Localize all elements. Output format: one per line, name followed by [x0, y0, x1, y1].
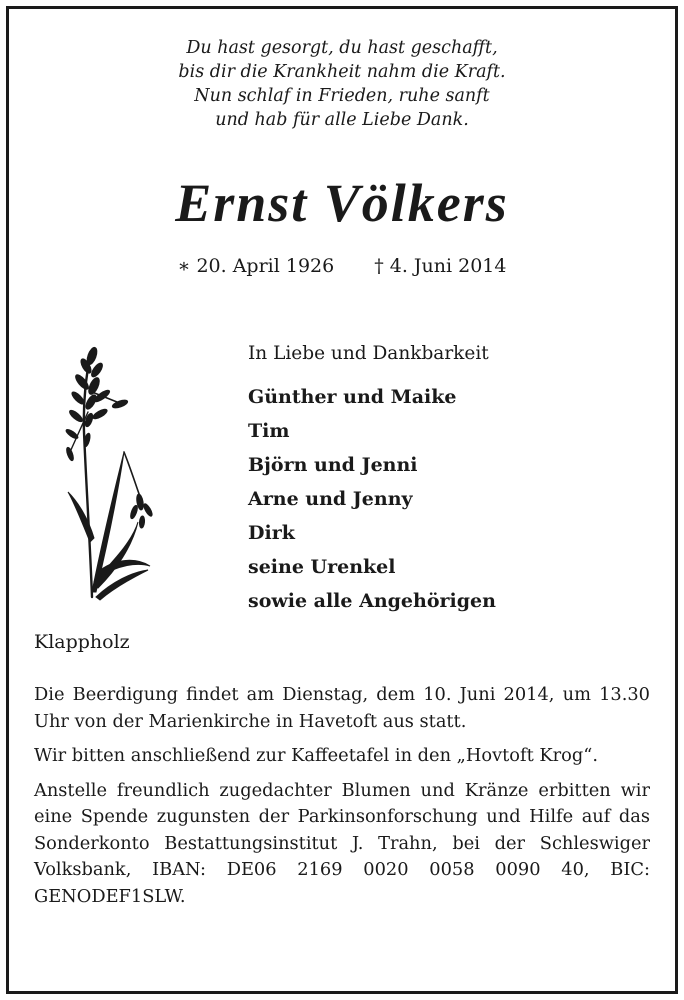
- poem: [0, 36, 684, 132]
- poem-line: und hab für alle Liebe Dank.: [215, 110, 469, 130]
- mourners-list: [248, 380, 496, 618]
- mourner-name: Björn und Jenni: [248, 454, 418, 476]
- birth-symbol: ∗: [177, 255, 191, 277]
- place-name: Klappholz: [34, 631, 130, 653]
- mourner-name: Tim: [248, 420, 290, 442]
- death-symbol: †: [374, 255, 384, 277]
- mourner-name: Dirk: [248, 522, 295, 544]
- poem-line: Du hast gesorgt, du hast geschafft,: [186, 38, 498, 58]
- funeral-notice: [34, 682, 650, 918]
- death-date: 4. Juni 2014: [389, 255, 507, 277]
- mourner-name: Arne und Jenny: [248, 488, 413, 510]
- poem-line: bis dir die Krankheit nahm die Kraft.: [178, 62, 506, 82]
- donation-request: Anstelle freundlich zugedachter Blumen und Kränze erbitten wir eine Spende zugunsten der Parkinsonforschung und Hilfe auf das Sonderkonto Bestattungsinstitut J. Trahn, bei der Schleswiger Volksbank, IBAN: DE06 2169 0020 0058 0090 40, BIC: GENODEF1SLW.: [34, 779, 650, 907]
- mourner-name: Günther und Maike: [248, 386, 457, 408]
- grass-plant-icon: [62, 342, 162, 602]
- funeral-details: Die Beerdigung findet am Dienstag, dem 10. Juni 2014, um 13.30 Uhr von der Marienkirche in Havetoft aus statt.: [34, 684, 650, 732]
- birth-date: 20. April 1926: [196, 255, 335, 277]
- deceased-name: Ernst Völkers: [175, 173, 509, 233]
- love-line: In Liebe und Dankbarkeit: [248, 343, 489, 364]
- mourner-name: sowie alle Angehörigen: [248, 590, 496, 612]
- poem-line: Nun schlaf in Frieden, ruhe sanft: [194, 86, 490, 106]
- life-dates: [0, 252, 684, 280]
- coffee-invitation: Wir bitten anschließend zur Kaffeetafel in den „Hovtoft Krog“.: [34, 745, 598, 766]
- mourner-name: seine Urenkel: [248, 556, 396, 578]
